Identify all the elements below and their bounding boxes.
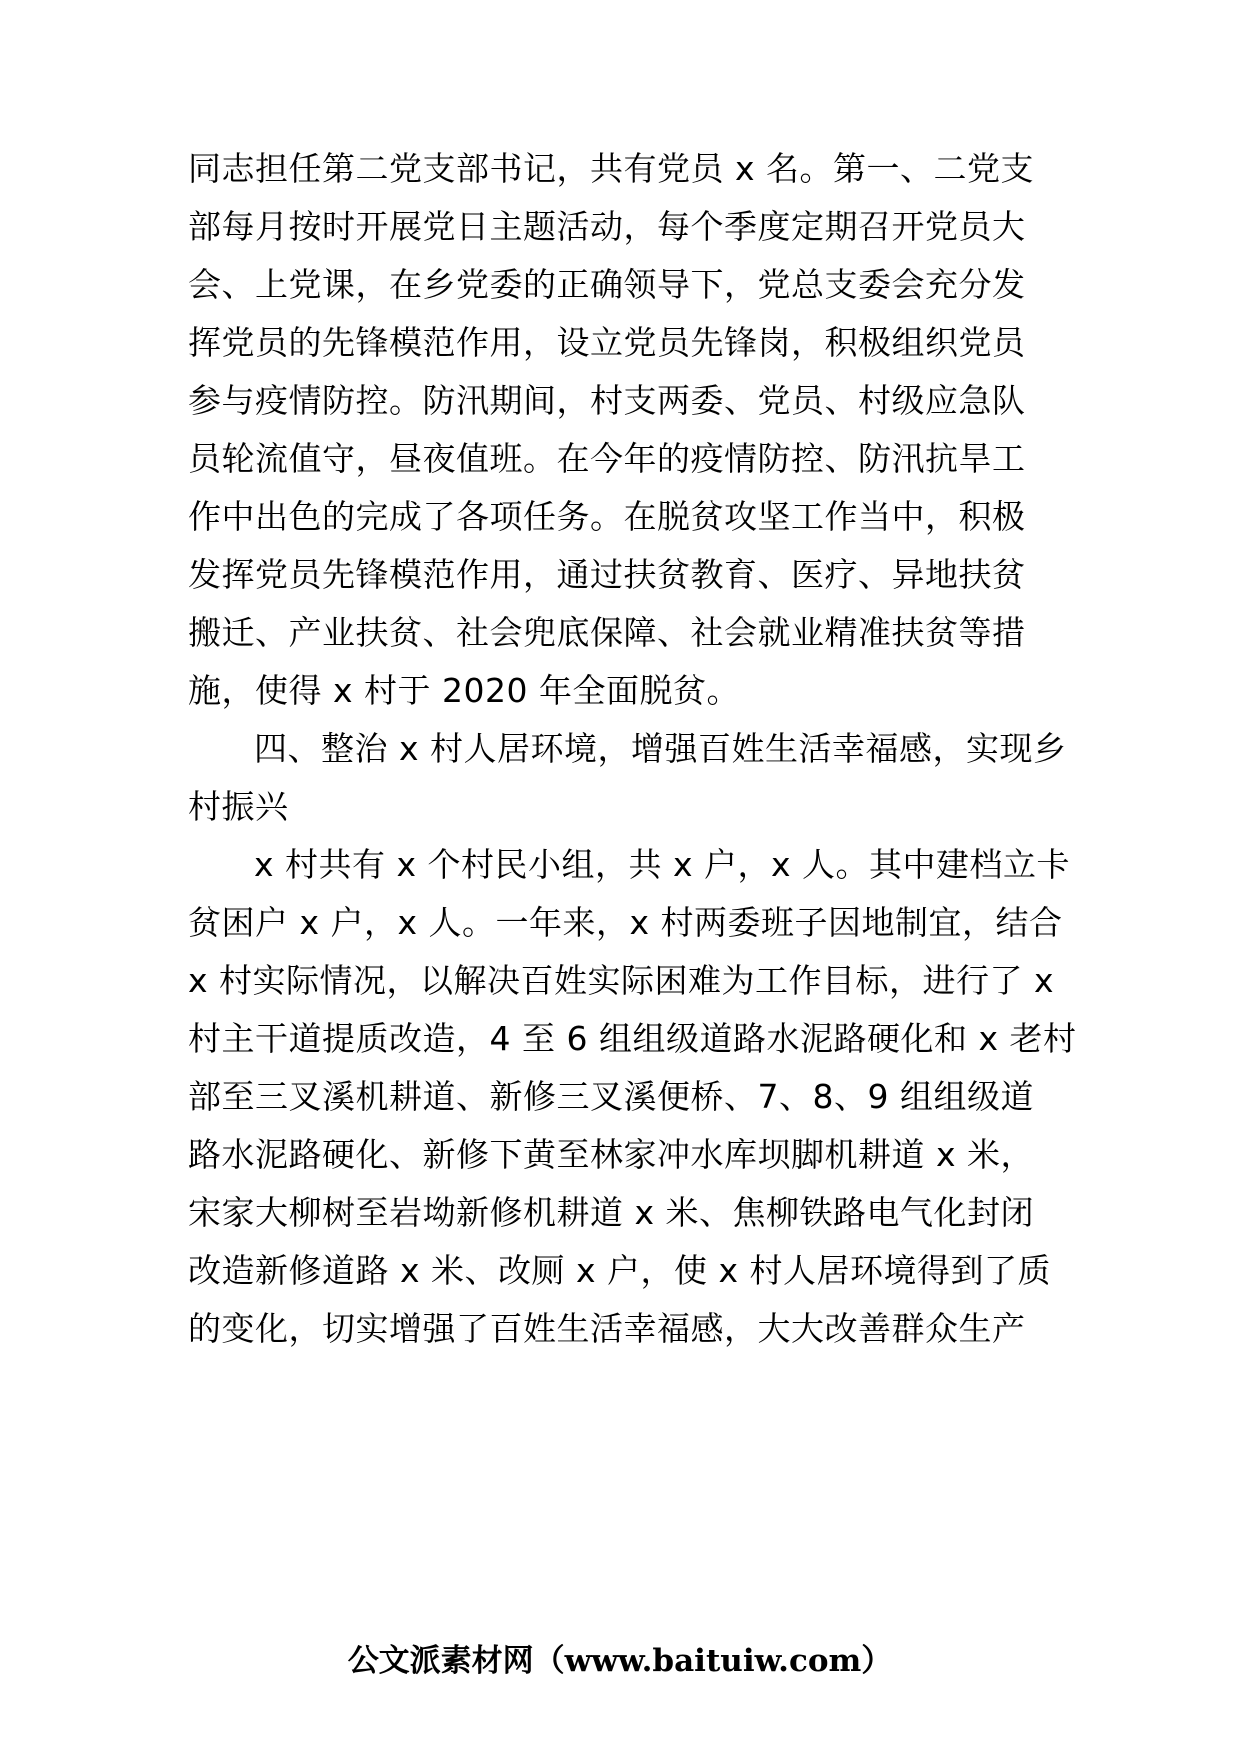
paragraph-1-line-2: 部每月按时开展党日主题活动，每个季度定期召开党员大 bbox=[188, 207, 1026, 246]
paragraph-3-line-8: 改造新修道路 x 米、改厕 x 户，使 x 村人居环境得到了质 bbox=[188, 1251, 1052, 1290]
paragraph-3-line-3: x 村实际情况，以解决百姓实际困难为工作目标，进行了 x bbox=[188, 961, 1055, 1000]
section-heading-line-1: 四、整治 x 村人居环境，增强百姓生活幸福感，实现乡 bbox=[254, 729, 1067, 768]
paragraph-3-line-6: 路水泥路硬化、新修下黄至林家冲水库坝脚机耕道 x 米， bbox=[188, 1135, 1035, 1174]
paragraph-1-line-7: 作中出色的完成了各项任务。在脱贫攻坚工作当中，积极 bbox=[188, 497, 1026, 536]
paragraph-1-line-1: 同志担任第二党支部书记，共有党员 x 名。第一、二党支 bbox=[188, 149, 1035, 188]
section-heading-line-2: 村振兴 bbox=[188, 787, 289, 826]
paragraph-1-line-9: 搬迁、产业扶贫、社会兜底保障、社会就业精准扶贫等措 bbox=[188, 613, 1026, 652]
paragraph-3-line-2: 贫困户 x 户，x 人。一年来，x 村两委班子因地制宜，结合 bbox=[188, 903, 1063, 942]
paragraph-1-line-3: 会、上党课，在乡党委的正确领导下，党总支委会充分发 bbox=[188, 265, 1026, 304]
paragraph-3-line-1: x 村共有 x 个村民小组，共 x 户，x 人。其中建档立卡 bbox=[254, 845, 1071, 884]
paragraph-3-line-9: 的变化，切实增强了百姓生活幸福感，大大改善群众生产 bbox=[188, 1309, 1026, 1348]
paragraph-3-line-5: 部至三叉溪机耕道、新修三叉溪便桥、7、8、9 组组级道 bbox=[188, 1077, 1034, 1116]
paragraph-1-line-6: 员轮流值守，昼夜值班。在今年的疫情防控、防汛抗旱工 bbox=[188, 439, 1026, 478]
page-footer: 公文派素材网（www.baituiw.com） bbox=[347, 1643, 893, 1679]
paragraph-1-line-5: 参与疫情防控。防汛期间，村支两委、党员、村级应急队 bbox=[188, 381, 1026, 420]
paragraph-1-line-4: 挥党员的先锋模范作用，设立党员先锋岗，积极组织党员 bbox=[188, 323, 1026, 362]
paragraph-3-line-7: 宋家大柳树至岩坳新修机耕道 x 米、焦柳铁路电气化封闭 bbox=[188, 1193, 1035, 1232]
paragraph-3-line-4: 村主干道提质改造，4 至 6 组组级道路水泥路硬化和 x 老村 bbox=[188, 1019, 1077, 1058]
paragraph-1-line-10: 施，使得 x 村于 2020 年全面脱贫。 bbox=[188, 671, 740, 710]
paragraph-1-line-8: 发挥党员先锋模范作用，通过扶贫教育、医疗、异地扶贫 bbox=[188, 555, 1026, 594]
